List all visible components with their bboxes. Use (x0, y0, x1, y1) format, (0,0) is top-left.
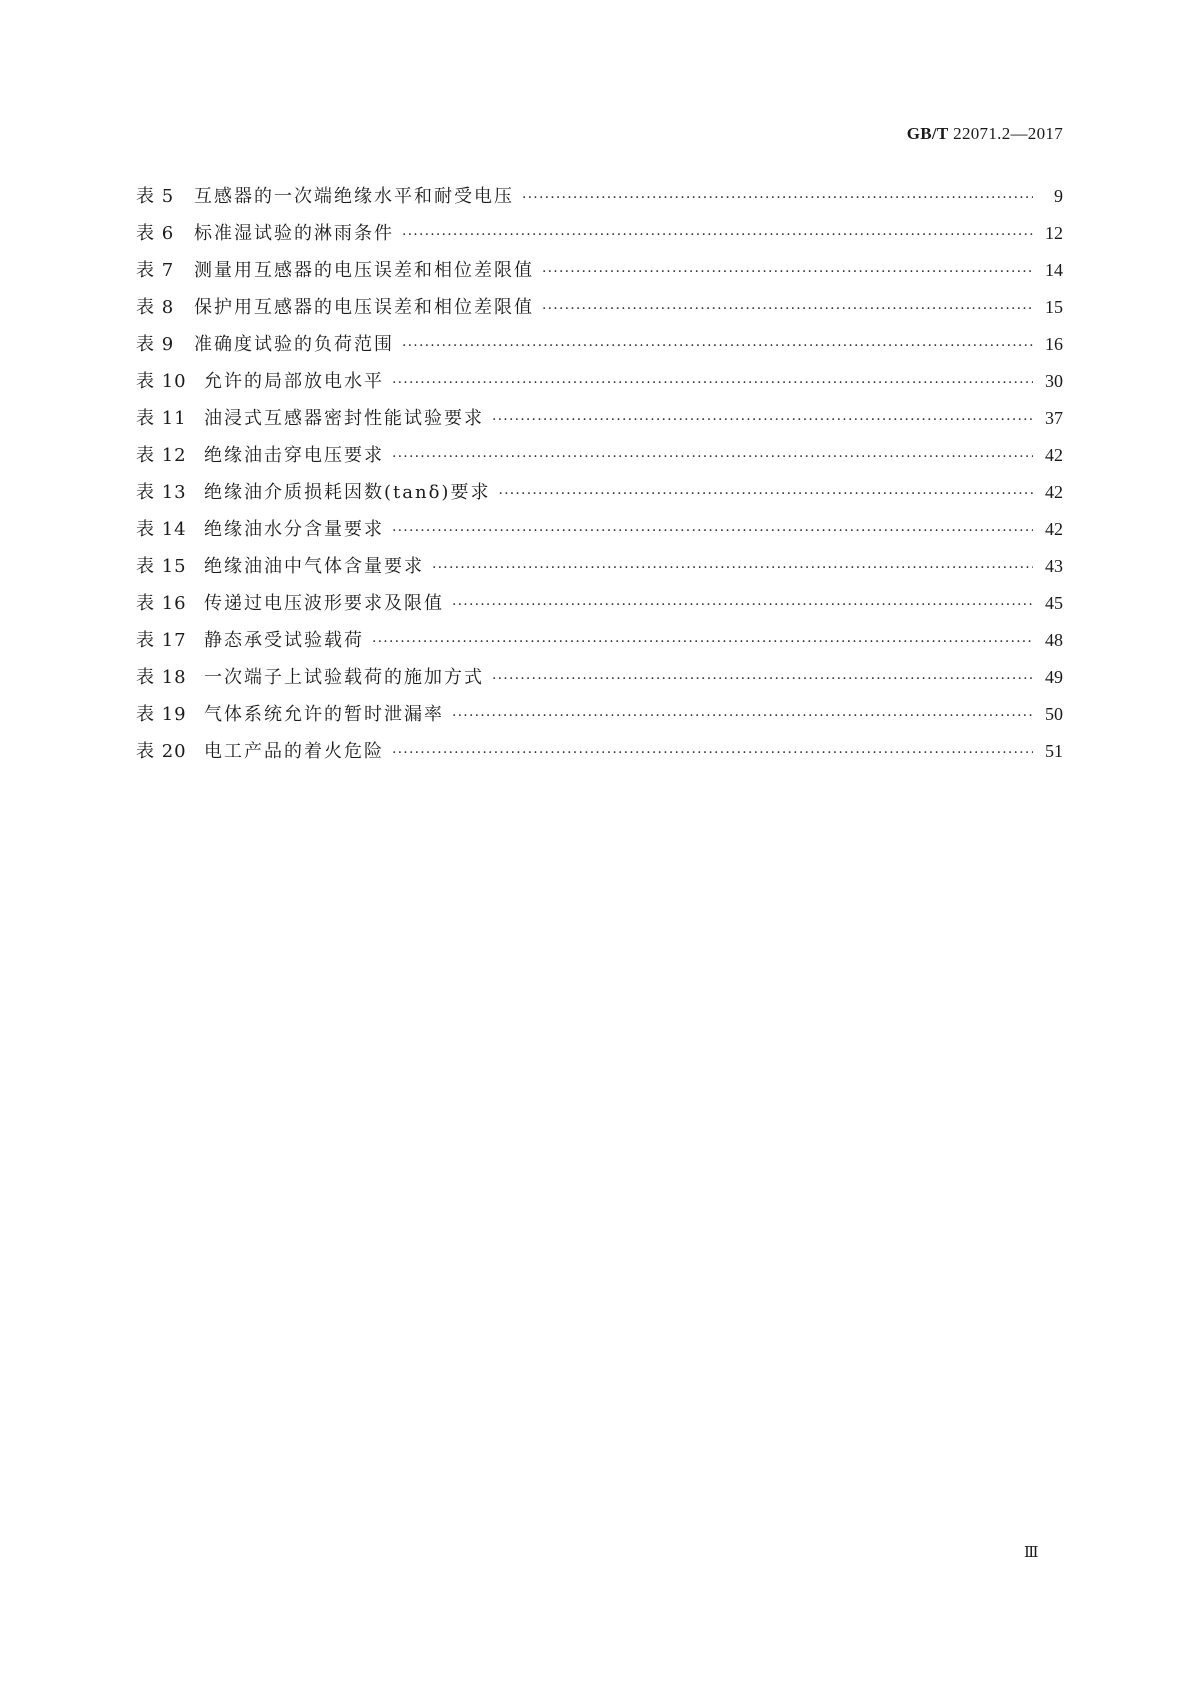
toc-entry[interactable] (136, 622, 1063, 659)
toc-entry-label: 表 20 (136, 741, 187, 762)
table-of-contents (136, 178, 1063, 770)
toc-entry-page: 51 (1045, 741, 1063, 761)
toc-dot-leader (542, 291, 1033, 328)
toc-entry-label: 表 14 (136, 519, 187, 540)
toc-entry-page: 45 (1045, 593, 1063, 613)
toc-entry-title: 绝缘油介质损耗因数(tanδ)要求 (204, 482, 491, 503)
toc-entry[interactable] (136, 400, 1063, 437)
toc-entry-title: 准确度试验的负荷范围 (194, 334, 394, 355)
toc-entry[interactable] (136, 289, 1063, 326)
toc-dot-leader (392, 365, 1033, 402)
toc-entry-title: 电工产品的着火危险 (204, 741, 384, 762)
toc-entry-page: 14 (1045, 260, 1063, 280)
toc-dot-leader (432, 550, 1033, 587)
toc-entry[interactable] (136, 363, 1063, 400)
toc-entry-title: 一次端子上试验载荷的施加方式 (204, 667, 484, 688)
document-code (907, 124, 1063, 144)
toc-entry-label: 表 15 (136, 556, 187, 577)
toc-entry-label: 表 8 (136, 297, 175, 318)
toc-entry-title: 标准湿试验的淋雨条件 (194, 223, 394, 244)
toc-entry[interactable] (136, 215, 1063, 252)
toc-entry[interactable] (136, 252, 1063, 289)
toc-entry-page: 48 (1045, 630, 1063, 650)
toc-dot-leader (392, 735, 1033, 772)
toc-dot-leader (542, 254, 1033, 291)
toc-entry[interactable] (136, 696, 1063, 733)
toc-entry-title: 绝缘油水分含量要求 (204, 519, 384, 540)
toc-entry-label: 表 12 (136, 445, 187, 466)
toc-dot-leader (522, 180, 1033, 217)
toc-entry-label: 表 7 (136, 260, 175, 281)
toc-entry-page: 37 (1045, 408, 1063, 428)
toc-entry-page: 49 (1045, 667, 1063, 687)
toc-entry-label: 表 6 (136, 223, 175, 244)
toc-dot-leader (392, 439, 1033, 476)
toc-entry-label: 表 17 (136, 630, 187, 651)
toc-entry-title: 绝缘油油中气体含量要求 (204, 556, 424, 577)
toc-dot-leader (452, 698, 1033, 735)
toc-entry[interactable] (136, 585, 1063, 622)
toc-entry-label: 表 13 (136, 482, 187, 503)
toc-entry-title: 气体系统允许的暂时泄漏率 (204, 704, 444, 725)
toc-entry-label: 表 9 (136, 334, 175, 355)
toc-dot-leader (492, 402, 1033, 439)
toc-entry[interactable] (136, 733, 1063, 770)
toc-entry[interactable] (136, 548, 1063, 585)
toc-entry-title: 传递过电压波形要求及限值 (204, 593, 444, 614)
toc-entry-page: 43 (1045, 556, 1063, 576)
toc-entry-label: 表 19 (136, 704, 187, 725)
toc-dot-leader (402, 217, 1033, 254)
toc-entry-page: 50 (1045, 704, 1063, 724)
toc-entry-title: 保护用互感器的电压误差和相位差限值 (194, 297, 534, 318)
toc-entry-label: 表 16 (136, 593, 187, 614)
page-number: Ⅲ (1024, 1545, 1039, 1561)
toc-entry-label: 表 5 (136, 186, 175, 207)
document-code-prefix: GB/T (906, 124, 949, 143)
toc-entry[interactable] (136, 178, 1063, 215)
toc-entry-title: 静态承受试验载荷 (204, 630, 364, 651)
toc-entry-page: 15 (1045, 297, 1063, 317)
toc-dot-leader (492, 661, 1033, 698)
toc-entry-page: 42 (1045, 482, 1063, 502)
toc-entry-page: 9 (1054, 186, 1063, 206)
toc-entry-label: 表 18 (136, 667, 187, 688)
toc-entry-title: 油浸式互感器密封性能试验要求 (204, 408, 484, 429)
toc-entry[interactable] (136, 326, 1063, 363)
toc-entry-page: 30 (1045, 371, 1063, 391)
toc-entry-title: 允许的局部放电水平 (204, 371, 384, 392)
toc-entry[interactable] (136, 474, 1063, 511)
toc-entry-page: 12 (1045, 223, 1063, 243)
toc-entry[interactable] (136, 511, 1063, 548)
toc-entry[interactable] (136, 659, 1063, 696)
toc-dot-leader (372, 624, 1033, 661)
toc-entry[interactable] (136, 437, 1063, 474)
toc-entry-page: 42 (1045, 445, 1063, 465)
document-code-number: 22071.2—2017 (953, 124, 1063, 143)
toc-entry-label: 表 10 (136, 371, 187, 392)
toc-entry-page: 42 (1045, 519, 1063, 539)
toc-dot-leader (498, 476, 1033, 513)
toc-entry-title: 测量用互感器的电压误差和相位差限值 (194, 260, 534, 281)
toc-entry-title: 绝缘油击穿电压要求 (204, 445, 384, 466)
toc-dot-leader (392, 513, 1033, 550)
toc-entry-label: 表 11 (136, 408, 187, 429)
toc-dot-leader (452, 587, 1033, 624)
toc-entry-title: 互感器的一次端绝缘水平和耐受电压 (194, 186, 514, 207)
toc-entry-page: 16 (1045, 334, 1063, 354)
toc-dot-leader (402, 328, 1033, 365)
